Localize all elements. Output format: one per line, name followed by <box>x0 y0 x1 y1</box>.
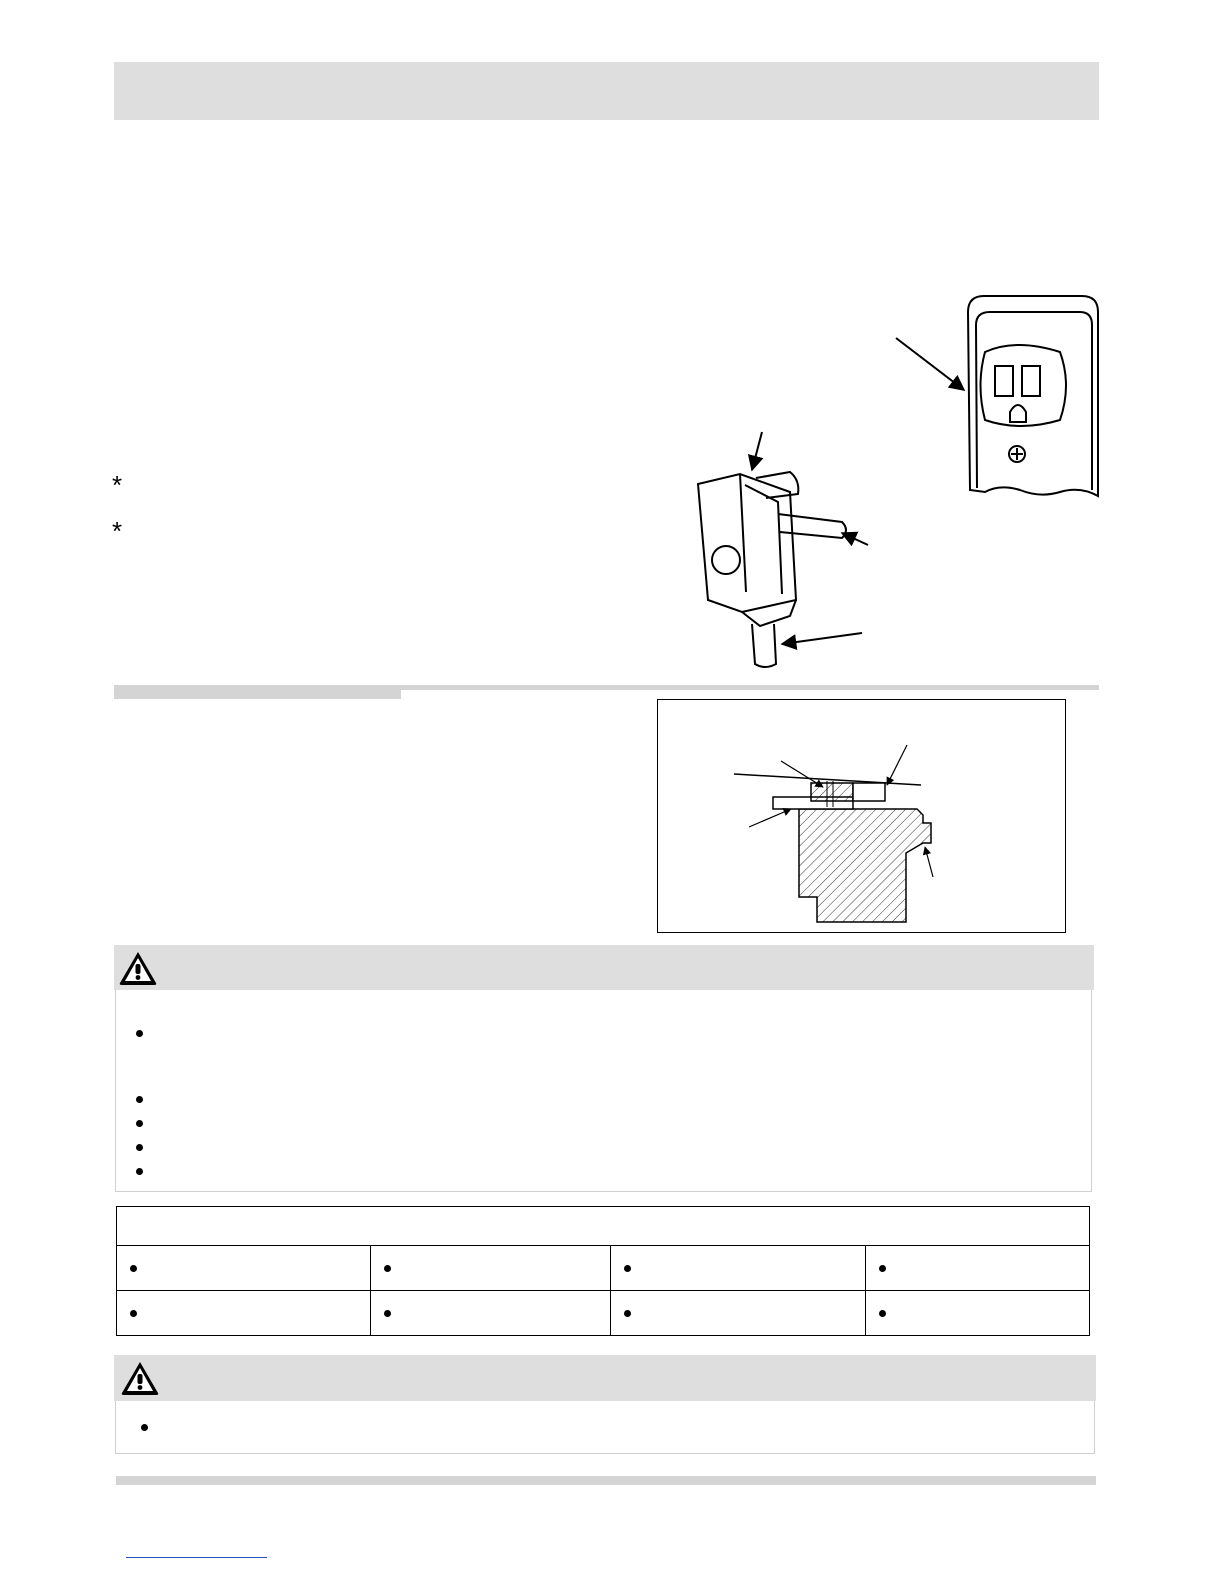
cabinet-body <box>799 809 931 922</box>
bullet-icon <box>384 1310 391 1317</box>
table-cell <box>611 1291 866 1336</box>
bullet-icon <box>130 1310 137 1317</box>
cross-section-diagram <box>658 700 1065 932</box>
bullet-icon <box>136 1168 143 1175</box>
bullet-icon <box>130 1265 137 1272</box>
section-divider-tab <box>114 690 401 699</box>
footer-link[interactable] <box>126 1540 267 1558</box>
warning-2-item <box>141 1424 1071 1444</box>
wall-outlet <box>968 296 1098 496</box>
clip <box>853 783 885 801</box>
table-cell <box>611 1246 866 1291</box>
grounding-note-1 <box>112 472 652 502</box>
footer-rule <box>116 1476 1096 1485</box>
table-cell <box>117 1291 371 1336</box>
warning-1-item <box>136 1030 1066 1050</box>
warning-triangle-icon <box>118 950 158 986</box>
installation-figure <box>657 699 1066 933</box>
table-cell <box>371 1246 611 1291</box>
arrow-b <box>887 745 907 785</box>
warning-1-item <box>136 1096 1066 1116</box>
table-cell <box>866 1291 1090 1336</box>
warning-1-body <box>115 990 1092 1192</box>
arrow-d <box>925 847 933 877</box>
bullet-icon <box>879 1310 886 1317</box>
bullet-icon <box>624 1265 631 1272</box>
warning-1-item <box>136 1144 1066 1164</box>
warning-1-item <box>136 1120 1066 1140</box>
warning-2-body <box>115 1401 1095 1454</box>
asterisk-icon: * <box>112 470 123 500</box>
bullet-icon <box>141 1424 148 1431</box>
arrow-cord <box>782 633 862 644</box>
grounded-plug-illustration <box>680 290 1110 675</box>
arrow-outlet <box>896 338 964 390</box>
arrow-prong <box>842 533 868 545</box>
warning-2-header <box>114 1355 1096 1401</box>
materials-table <box>116 1206 1090 1336</box>
arrow-plug <box>752 432 762 470</box>
asterisk-icon: * <box>112 516 123 546</box>
bullet-icon <box>624 1310 631 1317</box>
footer-link-underline <box>126 1557 267 1558</box>
arrow-c <box>749 809 791 827</box>
table-title-cell <box>117 1207 1090 1246</box>
warning-triangle-icon <box>120 1360 160 1396</box>
gasket <box>811 783 853 801</box>
table-row <box>117 1246 1090 1291</box>
arrow-a <box>781 761 823 787</box>
table-cell <box>117 1246 371 1291</box>
bullet-icon <box>384 1265 391 1272</box>
bullet-icon <box>136 1120 143 1127</box>
table-cell <box>866 1246 1090 1291</box>
bullet-icon <box>879 1265 886 1272</box>
table-row <box>117 1207 1090 1246</box>
warning-1-item <box>136 1168 1066 1188</box>
bullet-icon <box>136 1096 143 1103</box>
warning-1-header <box>114 945 1094 990</box>
table-cell <box>371 1291 611 1336</box>
header-band <box>114 62 1099 120</box>
bullet-icon <box>136 1030 143 1037</box>
table-row <box>117 1291 1090 1336</box>
bullet-icon <box>136 1144 143 1151</box>
grounding-note-2 <box>112 518 652 548</box>
